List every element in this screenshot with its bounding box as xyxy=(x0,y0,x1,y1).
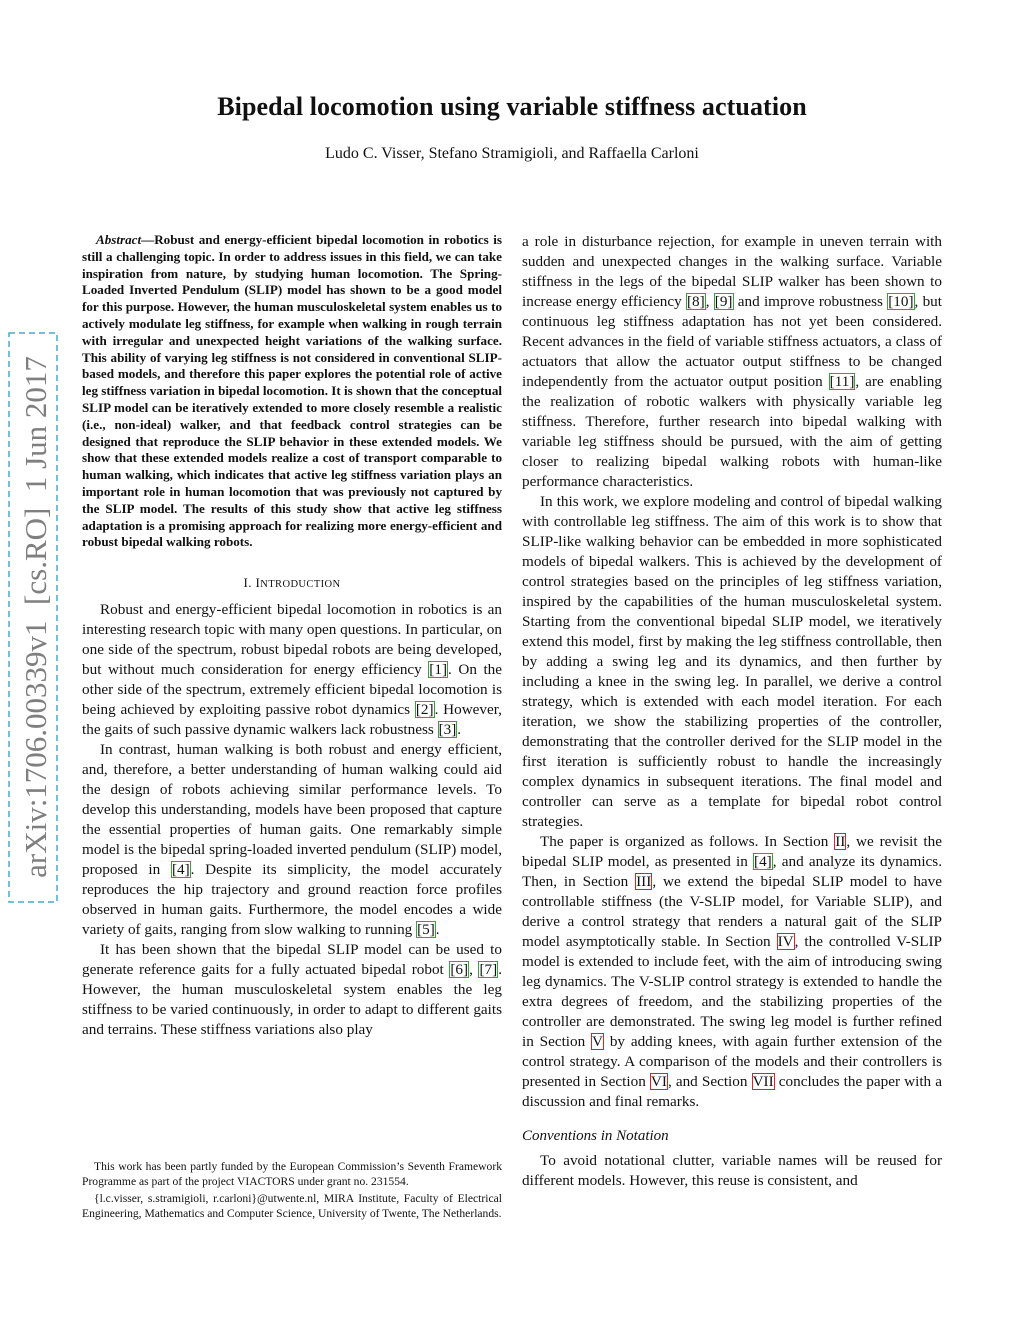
arxiv-identifier-stamp xyxy=(6,330,60,905)
section-link[interactable]: VI xyxy=(650,1073,667,1090)
abstract-text: Robust and energy-efficient bipedal locomotion in robotics is still a challenging topic. In order to address issues in this field, we can take inspiration from nature, by studying human locomotion. The Spring-Loaded Inverted Pendulum (SLIP) model has shown to be a good model for this purpose. However, the human musculoskeletal system enables us to actively modulate leg stiffness, for example when walking in rough terrain with irregular and unexpected height variations of the walking surface. This ability of varying leg stiffness is not considered in conventional SLIP-based models, and therefore this paper explores the potential role of active leg stiffness variation in bipedal locomotion. It is shown that the conceptual SLIP model can be iteratively extended to more closely resemble a realistic (i.e., non-ideal) walker, and that feedback control strategies can be designed that reproduce the SLIP behavior in these extended models. We show that these extended models realize a cost of transport comparable to human walking, which indicates that active leg stiffness variation plays an important role in human locomotion that was previously not captured by the SLIP model. The results of this study show that active leg stiffness adaptation is a promising approach for realizing more energy-efficient and robust bipedal walking robots. xyxy=(82,232,502,550)
citation-link[interactable]: [11] xyxy=(829,373,855,390)
footnote-funding: This work has been partly funded by the European Commission’s Seventh Framework Programme as part of the project VIACTORS under grant no. 231554. xyxy=(82,1160,502,1188)
intro-paragraph-3: It has been shown that the bipedal SLIP model can be used to generate reference gaits for a fully actuated bipedal robot [6], [7]. However, the human musculoskeletal system enables the leg stiffness to be varied continuously, in order to adapt to different gaits and terrains. These stiffness variations also play xyxy=(82,941,502,1039)
citation-link[interactable]: [7] xyxy=(479,961,498,979)
subsection-heading-conventions: Conventions in Notation xyxy=(522,1128,669,1144)
citation-link[interactable]: [3] xyxy=(438,721,457,739)
abstract-dash: — xyxy=(141,232,155,247)
paper-title: Bipedal locomotion using variable stiffness actuation xyxy=(217,92,807,121)
section-heading-introduction xyxy=(82,575,502,591)
citation-link[interactable]: [6] xyxy=(450,961,469,979)
intro-paragraph-4: In this work, we explore modeling and control of bipedal walking with controllable leg stiffness. The aim of this work is to show that SLIP-like walking behavior can be embedded in more sophisticated models of bipedal walkers. This is achieved by the development of control strategies based on the principles of leg stiffness variation, inspired by the capabilities of the human musculoskeletal system. Starting from the conventional bipedal SLIP model, we iteratively extend this model, first by making the leg stiffness controllable, then by adding a swing leg and its dynamics, and then further by including a knee in the swing leg. In parallel, we derive a control strategy, which is extended with each model iteration. For each iteration, we show the stabilizing properties of the controller, demonstrating that the controller derived for the SLIP model in the first iteration is sufficiently robust to handle the increasingly complex dynamics in subsequent iterations. The final model and controller can serve as a template for bipedal robot control strategies. xyxy=(522,493,942,830)
paper-authors: Ludo C. Visser, Stefano Stramigioli, and Raffaella Carloni xyxy=(325,145,699,162)
citation-link[interactable]: [2] xyxy=(415,701,434,719)
section-heading-rest: NTRODUCTION xyxy=(260,579,341,591)
abstract xyxy=(82,232,502,551)
section-heading-numeral: I. I xyxy=(243,575,261,591)
section-link[interactable]: V xyxy=(592,1033,603,1050)
intro-paragraph-3-continued: a role in disturbance rejection, for example in uneven terrain with sudden and unexpected changes in the walking surface. Variable stiffness in the legs of the bipedal SLIP walker has been shown to increase energy efficiency [8], [9] and improve robustness [10], but continuous leg stiffness adaptation has not yet been considered. Recent advances in the field of variable stiffness actuators, a class of actuators that allow the actuator output stiffness to be changed independently from the actuator output position [11], are enabling the realization of robotic walkers with physically variable leg stiffness. Therefore, further research into bipedal walking with variable leg stiffness should be pursued, with the aim of getting closer to realizing bipedal walking robots with human-like performance characteristics. xyxy=(522,233,942,490)
citation-link[interactable]: [1] xyxy=(429,661,448,679)
section-link[interactable]: II xyxy=(835,833,846,850)
abstract-label: Abstract xyxy=(96,232,142,247)
section-link[interactable]: III xyxy=(636,873,652,890)
citation-link[interactable]: [4] xyxy=(171,861,190,879)
citation-link[interactable]: [4] xyxy=(754,853,772,870)
citation-link[interactable]: [8] xyxy=(687,293,705,310)
arxiv-stamp-text: arXiv:1706.00339v1 [cs.RO] 1 Jun 2017 xyxy=(18,356,53,878)
intro-paragraph-5: The paper is organized as follows. In Section II, we revisit the bipedal SLIP model, as presented in [4], and analyze its dynamics. Then, in Section III, we extend the bipedal SLIP model to have controllable stiffness (the V-SLIP model, for Variable SLIP), and derive a control strategy that renders a natural gait of the SLIP model asymptotically stable. In Section IV, the controlled V-SLIP model is extended to include feet, with the aim of introducing swing leg dynamics. The V-SLIP control strategy is extended to handle the extra degrees of freedom, and the stabilizing properties of the controller are demonstrated. The swing leg model is further refined in Section V by adding knees, with again further extension of the control strategy. A comparison of the models and their controllers is presented in Section VI, and Section VII concludes the paper with a discussion and final remarks. xyxy=(522,833,943,1110)
conventions-paragraph: To avoid notational clutter, variable names will be reused for different models. However, this reuse is consistent, and xyxy=(522,1152,942,1189)
footnotes xyxy=(82,1160,502,1224)
section-link[interactable]: IV xyxy=(777,933,794,950)
section-link[interactable]: VII xyxy=(752,1073,774,1090)
intro-paragraph-1: Robust and energy-efficient bipedal locomotion in robotics is an interesting research topic with many open questions. In particular, on one side of the spectrum, robust bipedal robots are being developed, but without much consideration for energy efficiency [1]. On the other side of the spectrum, extremely efficient bipedal locomotion is being achieved by exploiting passive robot dynamics [2]. However, the gaits of such passive dynamic walkers lack robustness [3]. xyxy=(82,601,502,739)
citation-link[interactable]: [5] xyxy=(417,921,435,939)
intro-paragraph-2: In contrast, human walking is both robust and energy efficient, and, therefore, a better understanding of human walking could aid the design of robots achieving similar performance levels. To develop this understanding, models have been proposed that capture the essential properties of human gaits. One remarkably simple model is the bipedal spring-loaded inverted pendulum (SLIP) model, proposed in [4]. Despite its simplicity, the model accurately reproduces the hip trajectory and ground reaction force profiles observed in human gaits. Furthermore, the model encodes a wide variety of gaits, ranging from slow walking to running [5]. xyxy=(82,741,502,939)
citation-link[interactable]: [9] xyxy=(714,293,733,310)
footnote-affiliation: {l.c.visser, s.stramigioli, r.carloni}@utwente.nl, MIRA Institute, Faculty of Electrical Engineering, Mathematics and Computer Science, University of Twente, The Netherlands. xyxy=(82,1192,502,1220)
left-column xyxy=(82,232,502,1040)
right-column xyxy=(522,232,942,1191)
citation-link[interactable]: [10] xyxy=(888,293,914,310)
